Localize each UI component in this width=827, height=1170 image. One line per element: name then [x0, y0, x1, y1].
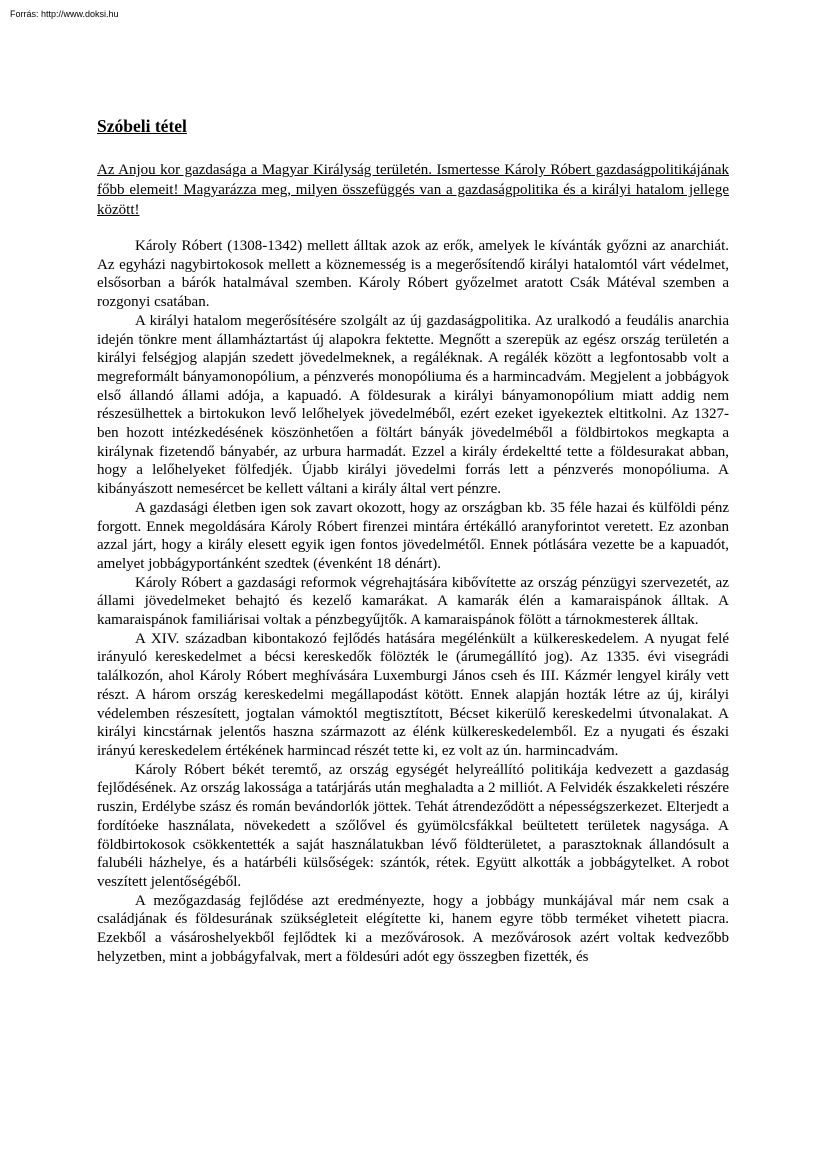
document-body: [97, 237, 729, 966]
paragraph: A gazdasági életben igen sok zavart okozott, hogy az országban kb. 35 féle hazai és külföldi pénz forgott. Ennek megoldására Károly Róbert firenzei mintára értékálló aranyforintot veretett. Ez azonban azzal járt, hogy a király elesett egyik igen fontos jövedelmétől. Ennek pótlására vezette be a kapuadót, amelyet jobbágyportánként szedtek (évenként 18 dénárt).: [97, 499, 729, 572]
paragraph: Károly Róbert a gazdasági reformok végrehajtására kibővítette az ország pénzügyi szervezetét, az állami jövedelmeket behajtó és kezelő kamarákat. A kamarák élén a kamaraispánok álltak. A kamaraispánok familiárisai voltak a pénzbegyűjtők. A kamaraispánok fölött a tárnokmesterek álltak.: [97, 574, 729, 629]
paragraph: A XIV. században kibontakozó fejlődés hatására megélénkült a külkereskedelem. A nyugat felé irányuló kereskedelmet a bécsi kereskedők fölözték le (árumegállító jog). Az 1335. évi visegrádi találkozón, ahol Károly Róbert meghívására Luxemburgi János cseh és III. Kázmér lengyel király vett részt. A három ország kereskedelmi megállapodást kötött. Ennek alapján hozták létre az új, királyi védelemben részesített, jogtalan vámoktól megtisztított, Bécset kikerülő kereskedelmi útvonalakat. A királyi kincstárnak jelentős haszna származott az élénk külkereskedelemből. Ez a nyugati és északi irányú kereskedelem értékének harmincad részét tette ki, ez volt az ún. harmincadvám.: [97, 630, 729, 759]
paragraph: Károly Róbert békét teremtő, az ország egységét helyreállító politikája kedvezett a gazdaság fejlődésének. Az ország lakossága a tatárjárás után meghaladta a 2 milliót. A Felvidék északkeleti részére ruszin, Erdélybe szász és román bevándorlók jöttek. Tehát átrendeződött a népességszerkezet. Elterjedt a fordítóeke használata, növekedett a szőlővel és gyümölcsfákkal beültetett területek nagysága. A földbirtokosok csökkentették a saját használatukban lévő földterületet, a parasztoknak állandósult a falubéli házhelye, és a határbéli külsőségek: szántók, rétek. Együtt alkották a jobbágytelket. A robot veszített jelentőségéből.: [97, 761, 729, 890]
paragraph: A királyi hatalom megerősítésére szolgált az új gazdaságpolitika. Az uralkodó a feudális anarchia idején tönkre ment államháztartást új alapokra fektette. Megnőtt a szerepük az egész ország területén a királyi felségjog alapján szedett jövedelmeknek, a regáléknak. A regálék között a legfontosabb volt a megreformált bányamonopólium, a pénzverés monopóliuma és a harmincadvám. Megjelent a jobbágyok első állandó állami adója, a kapuadó. A földesurak a királyi bányamonopólium miatt addig nem részesülhettek a birtokukon levő lelőhelyek jövedelméből, ezért ezeket igyekeztek eltitkolni. Az 1327-ben hozott intézkedésének köszönhetően a föltárt bányák jövedelméből a földbirtokos megkapta a királynak fizetendő bányabér, az urbura harmadát. Ezzel a király érdekeltté tette a földesurakat abban, hogy a lelőhelyeket fölfedjék. Újabb királyi jövedelmi forrás lett a pénzverés monopóliuma. A kibányászott nemesércet be kellett váltani a király által vert pénzre.: [97, 312, 729, 498]
document-title: Szóbeli tétel: [97, 116, 187, 136]
paragraph: A mezőgazdaság fejlődése azt eredményezte, hogy a jobbágy munkájával már nem csak a családjának és földesurának szükségleteit elégítette ki, hanem egyre több terméket vihetett piacra. Ezekből a vásároshelyekből fejlődtek ki a mezővárosok. A mezővárosok azért voltak kedvezőbb helyzetben, mint a jobbágyfalvak, mert a földesúri adót egy összegben fizették, és: [97, 892, 729, 965]
paragraph: Károly Róbert (1308-1342) mellett álltak azok az erők, amelyek le kívánták győzni az anarchiát. Az egyházi nagybirtokosok mellett a köznemesség is a megerősítendő királyi hatalomtól várt védelmet, elsősorban a bárók hatalmával szemben. Károly Róbert győzelmet aratott Csák Mátéval szemben a rozgonyi csatában.: [97, 238, 729, 311]
exam-question: Az Anjou kor gazdasága a Magyar Királyság területén. Ismertesse Károly Róbert gazdaságpolitikájának főbb elemeit! Magyarázza meg, milyen összefüggés van a gazdaságpolitika és a királyi hatalom jellege között!: [97, 162, 729, 218]
source-url-label: Forrás: http://www.doksi.hu: [10, 9, 119, 19]
